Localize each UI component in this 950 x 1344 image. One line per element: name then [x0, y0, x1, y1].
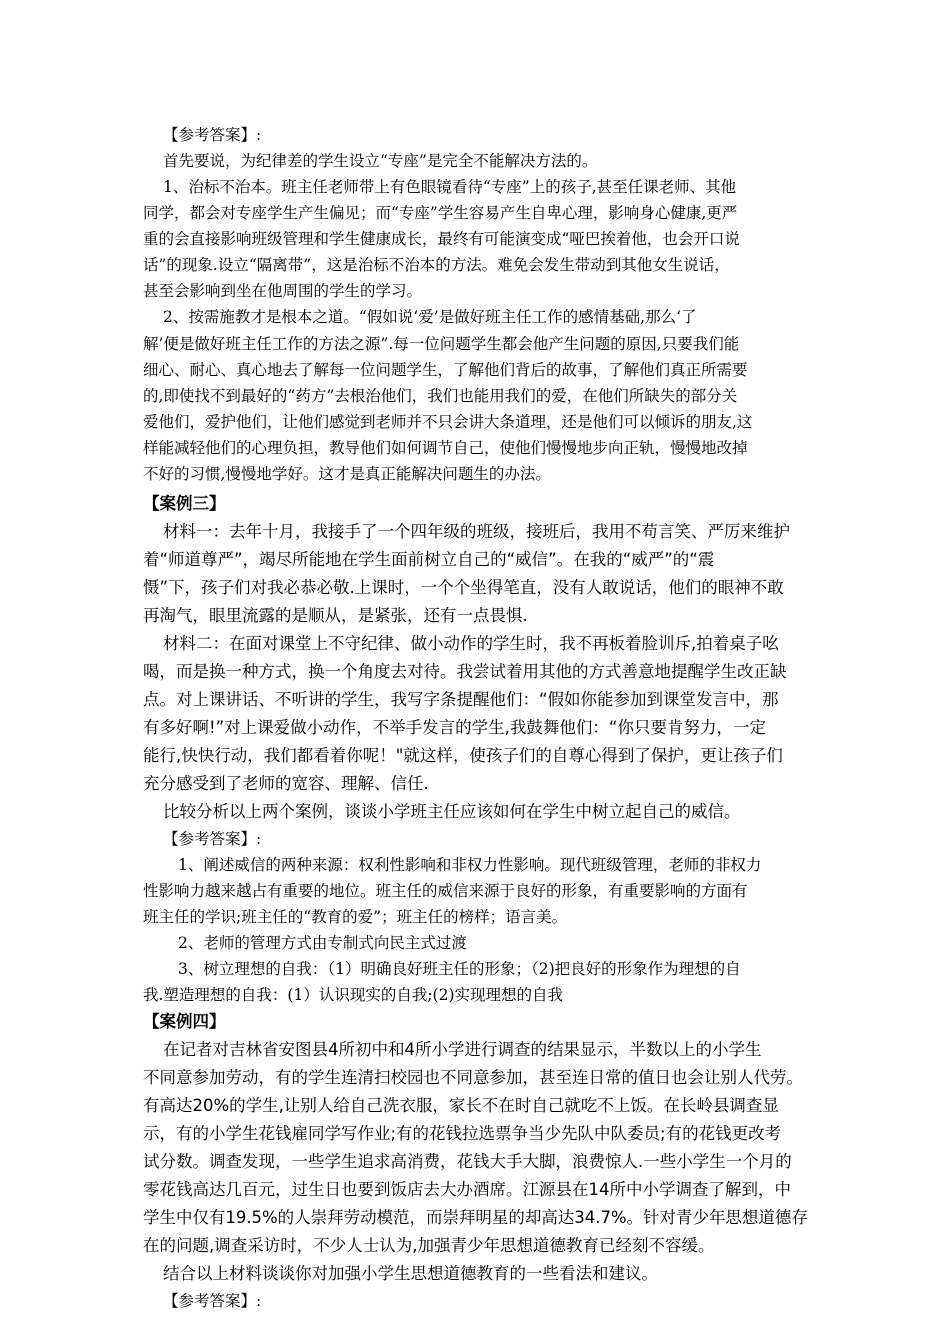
- paragraph-line: 有多好啊!”对上课爱做小动作，不举手发言的学生,我鼓舞他们：“你只要肯努力，一定: [143, 718, 766, 737]
- answer-label: 【参考答案】:: [163, 1292, 262, 1310]
- paragraph-line: 零花钱高达几百元，过生日也要到饭店去大办酒席。江源县在14所中小学调查了解到，中: [143, 1180, 791, 1199]
- paragraph-line: 慑”下，孩子们对我必恭必敬.上课时，一个个坐得笔直，没有人敢说话，他们的眼神不敢: [143, 578, 784, 597]
- answer-line: 3、树立理想的自我：（1）明确良好班主任的形象；（2)把良好的形象作为理想的自: [178, 960, 741, 978]
- paragraph-line: 不好的习惯,慢慢地学好。这才是真正能解决问题生的办法。: [143, 465, 551, 483]
- paragraph-line: 材料一：去年十月，我接手了一个四年级的班级，接班后，我用不苟言笑、严厉来维护: [163, 522, 790, 541]
- question-line: 结合以上材料谈谈你对加强小学生思想道德教育的一些看法和建议。: [163, 1264, 658, 1283]
- paragraph-line: 在的问题,调查采访时，不少人士认为,加强青少年思想道德教育已经刻不容缓。: [143, 1236, 715, 1255]
- paragraph-line: 话”的现象.设立“隔离带”，这是治标不治本的方法。难免会发生带动到其他女生说话，: [143, 256, 730, 274]
- paragraph-line: 样能减轻他们的心理负担，教导他们如何调节自己，使他们慢慢地步向正轨，慢慢地改掉: [143, 439, 748, 457]
- paragraph-line: 试分数。调查发现，一些学生追求高消费，花钱大手大脚，浪费惊人.一些小学生一个月的: [143, 1152, 792, 1171]
- paragraph-line: 1、治标不治本。班主任老师带上有色眼镜看待“专座”上的孩子,甚至任课老师、其他: [163, 178, 737, 196]
- paragraph-line: 点。对上课讲话、不听讲的学生，我写字条提醒他们：“假如你能参加到课堂发言中，那: [143, 690, 779, 709]
- paragraph-line: 的,即使找不到最好的“药方”去根治他们，我们也能用我们的爱，在他们所缺失的部分关: [143, 387, 738, 405]
- paragraph-line: 着“师道尊严”，竭尽所能地在学生面前树立自己的“威信”。在我的“威严”的“震: [143, 550, 715, 569]
- paragraph-line: 首先要说，为纪律差的学生设立“专座”是完全不能解决方法的。: [163, 152, 598, 170]
- case-heading: 【案例三】: [143, 494, 226, 513]
- answer-label: 【参考答案】:: [163, 830, 262, 848]
- answer-line: 1、阐述威信的两种来源：权利性影响和非权力性影响。现代班级管理，老师的非权力: [178, 856, 762, 874]
- paragraph-line: 材料二：在面对课堂上不守纪律、做小动作的学生时，我不再板着脸训斥,拍着桌子吆: [163, 634, 779, 653]
- paragraph-line: 解’便是做好班主任工作的方法之源”.每一位问题学生都会他产生问题的原因,只要我们能: [143, 335, 740, 353]
- paragraph-line: 2、按需施教才是根本之道。“假如说‘爱’是做好班主任工作的感情基础,那么‘了: [163, 308, 697, 326]
- paragraph-line: 不同意参加劳动，有的学生连清扫校园也不同意参加，甚至连日常的值日也会让别人代劳。: [143, 1068, 803, 1087]
- paragraph-line: 充分感受到了老师的宽容、理解、信任.: [143, 774, 429, 793]
- question-line: 比较分析以上两个案例，谈谈小学班主任应该如何在学生中树立起自己的威信。: [163, 802, 741, 821]
- paragraph-line: 同学，都会对专座学生产生偏见；而“专座”学生容易产生自卑心理，影响身心健康,更严: [143, 204, 738, 222]
- answer-label: 【参考答案】:: [163, 126, 262, 144]
- answer-line: 我.塑造理想的自我：(1）认识现实的自我;(2)实现理想的自我: [143, 986, 564, 1004]
- case-heading: 【案例四】: [143, 1012, 226, 1031]
- paragraph-line: 示，有的小学生花钱雇同学写作业;有的花钱拉选票争当少先队中队委员;有的花钱更改考: [143, 1124, 782, 1143]
- paragraph-line: 学生中仅有19.5%的人崇拜劳动模范，而崇拜明星的却高达34.7%。针对青少年思想道德存: [143, 1208, 808, 1227]
- paragraph-line: 甚至会影响到坐在他周围的学生的学习。: [143, 282, 423, 300]
- paragraph-line: 喝，而是换一种方式，换一个角度去对待。我尝试着用其他的方式善意地提醒学生改正缺: [143, 662, 787, 681]
- paragraph-line: 再淘气，眼里流露的是顺从，是紧张，还有一点畏惧.: [143, 606, 528, 625]
- answer-line: 2、老师的管理方式由专制式向民主式过渡: [178, 934, 467, 952]
- answer-line: 班主任的学识;班主任的“教育的爱”；班主任的榜样；语言美。: [143, 908, 568, 926]
- paragraph-line: 有高达20%的学生,让别人给自己洗衣服，家长不在时自己就吃不上饭。在长岭县调查显: [143, 1096, 779, 1115]
- answer-line: 性影响力越来越占有重要的地位。班主任的威信来源于良好的形象，有重要影响的方面有: [143, 882, 748, 900]
- paragraph-line: 在记者对吉林省安图县4所初中和4所小学进行调查的结果显示，半数以上的小学生: [163, 1040, 762, 1059]
- paragraph-line: 重的会直接影响班级管理和学生健康成长，最终有可能演变成“哑巴挨着他，也会开口说: [143, 230, 740, 248]
- paragraph-line: 能行,快快行动，我们都看着你呢！"就这样，使孩子们的自尊心得到了保护，更让孩子们: [143, 746, 783, 765]
- paragraph-line: 爱他们，爱护他们，让他们感觉到老师并不只会讲大条道理，还是他们可以倾诉的朋友,这: [143, 413, 753, 431]
- paragraph-line: 细心、耐心、真心地去了解每一位问题学生，了解他们背后的故事，了解他们真正所需要: [143, 361, 748, 379]
